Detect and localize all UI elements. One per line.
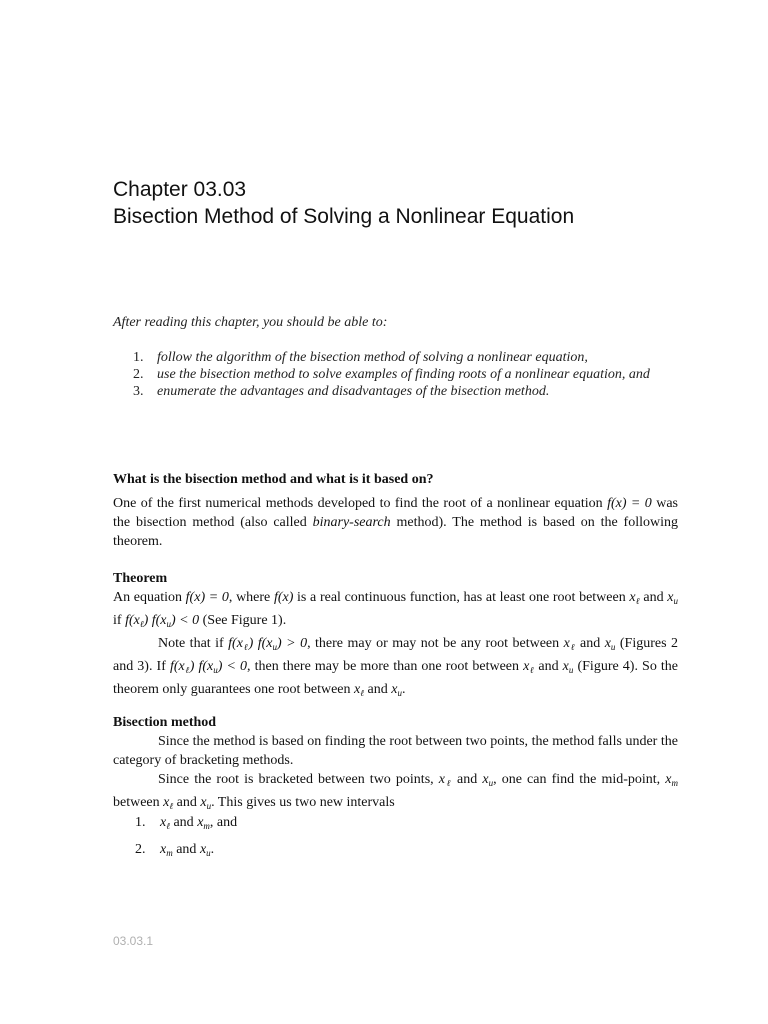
objectives-intro: After reading this chapter, you should be able to:	[113, 315, 388, 330]
interval-item: 2. $x_m$ and $x_u$.	[135, 842, 215, 858]
intro-paragraph: One of the first numerical methods developed to find the root of a nonlinear equation f(x) = 0 was the bisection method (also called binary-search method). The method is based on the following theorem.	[113, 496, 678, 549]
bisection-method-block	[113, 713, 678, 816]
objectives-list	[113, 349, 683, 400]
page-number: 03.03.1	[113, 934, 154, 948]
theorem-block	[113, 569, 678, 703]
chapter-title: Bisection Method of Solving a Nonlinear Equation	[113, 205, 575, 228]
chapter-number: Chapter 03.03	[113, 178, 247, 201]
theorem-statement: An equation f(x) = 0, where f(x) is a real continuous function, has at least one root between $x_\ell$ and $x_u$ if $f(x_\ell) f(x_u) < 0$ (See Figure 1).	[113, 590, 678, 629]
objective-item: 3. enumerate the advantages and disadvantages of the bisection method.	[133, 384, 550, 399]
bisection-paragraph-2: Since the root is bracketed between two points, $x_\ell$ and $x_u$, one can find the mid-point, $x_m$ between $x_\ell$ and $x_u$. This gives us two new intervals	[113, 772, 678, 811]
theorem-heading: Theorem	[113, 571, 168, 586]
objective-item: 1. follow the algorithm of the bisection method of solving a nonlinear equation,	[133, 350, 588, 365]
section-heading-bisection-basis: What is the bisection method and what is it based on?	[113, 472, 434, 487]
objective-item: 2. use the bisection method to solve examples of finding roots of a nonlinear equation, and	[133, 367, 650, 382]
interval-item: 1. $x_\ell$ and $x_m$, and	[135, 815, 238, 831]
chapter-heading	[113, 176, 574, 230]
intervals-list	[113, 811, 673, 865]
bisection-paragraph-1: Since the method is based on finding the root between two points, the method falls under the category of bracketing methods.	[113, 734, 678, 768]
theorem-note: Note that if $f(x_\ell) f(x_u) > 0$, there may or may not be any root between $x_\ell$ and $x_u$ (Figures 2 and 3). If $f(x_\ell) f(x_u) < 0$, then there may be more than one root between $x_\ell$ and $x_u$ (Figure 4). So the theorem only guarantees one root between $x_\ell$ and $x_u$.	[113, 636, 679, 698]
bisection-heading: Bisection method	[113, 715, 217, 730]
